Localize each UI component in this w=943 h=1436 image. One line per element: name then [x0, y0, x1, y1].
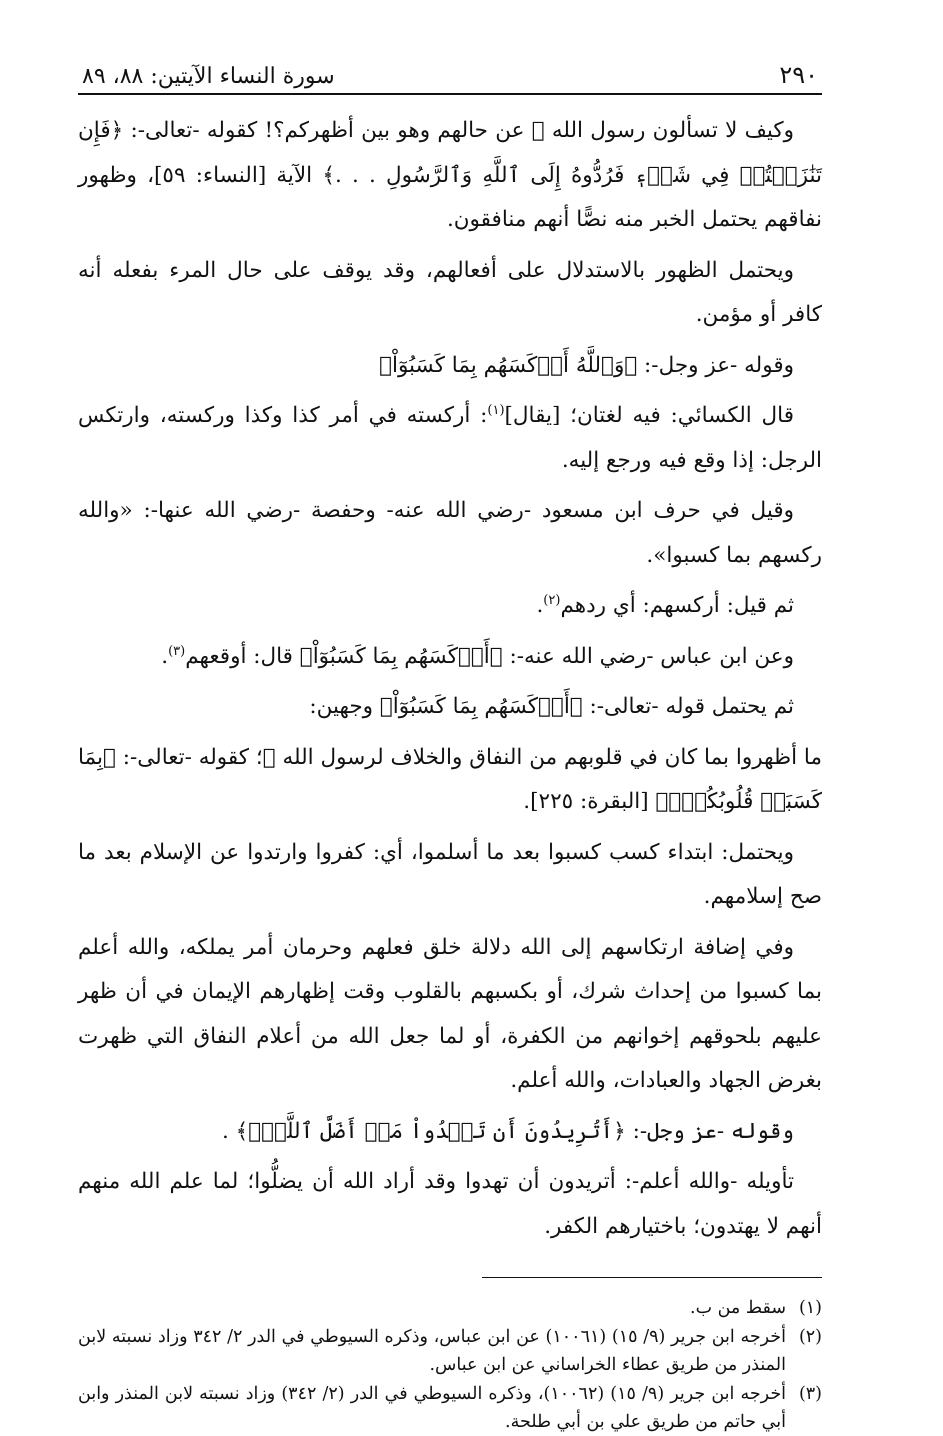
- paragraph: وقوله -عز وجل-: ﴿أَتُرِيدُونَ أَن تَهۡدُواْ مَنۡ أَضَلَّ ٱللَّهُۖ﴾ .: [221, 1118, 794, 1144]
- footnote-number: (١): [798, 1298, 822, 1318]
- paragraph-text: : أركسته في أمر كذا وكذا وركسته، وارتكس الرجل: إذا وقع فيه ورجع إليه.: [78, 403, 822, 473]
- footnote-marker: (١): [487, 402, 505, 418]
- paragraph: ويحتمل: ابتداء كسب كسبوا بعد ما أسلموا، أي: كفروا وارتدوا عن الإسلام بعد ما صح إسلامهم.: [78, 839, 822, 909]
- footnote-number: (٣): [798, 1384, 822, 1404]
- paragraph: ما أظهروا بما كان في قلوبهم من النفاق والخلاف لرسول الله ﷺ؛ كقوله -تعالى-: ﴿بِمَا كَسَبَتۡ قُلُوبُكُمۡۗ﴾ [البقرة: ٢٢٥].: [78, 744, 822, 814]
- paragraph-text: قال الكسائي: فيه لغتان؛ [يقال]: [504, 403, 794, 428]
- paragraph: ويحتمل الظهور بالاستدلال على أفعالهم، وقد يوقف على حال المرء بفعله أنه كافر أو مؤمن.: [78, 257, 822, 327]
- footnote-number: (٢): [798, 1327, 822, 1347]
- footnote-text: أخرجه ابن جرير (٩/ ١٥) (١٠٠٦١) عن ابن عباس، وذكره السيوطي في الدر ٢/ ٣٤٢ وزاد نسبته لابن المنذر من طريق عطاء الخراساني عن ابن عباس.: [78, 1327, 786, 1375]
- paragraph: وقوله -عز وجل-: ﴿وَٱللَّهُ أَرۡكَسَهُم بِمَا كَسَبُوٓاْ﴾: [379, 352, 794, 378]
- book-page: [78, 55, 822, 1432]
- paragraph-text: .: [161, 643, 169, 669]
- paragraph-text: ثم قيل: أركسهم: أي ردهم: [560, 593, 794, 618]
- paragraph: ثم يحتمل قوله -تعالى-: ﴿أَرۡكَسَهُم بِمَا كَسَبُوٓاْ﴾ وجهين:: [309, 694, 794, 719]
- paragraph: وكيف لا تسألون رسول الله ﷺ عن حالهم وهو بين أظهركم؟! كقوله -تعالى-: ﴿فَإِن تَنَٰزَعۡتُمۡ فِي شَيۡءٖ فَرُدُّوهُ إِلَى ٱللَّهِ وَٱلرَّسُولِ . . .﴾ الآية [النساء: ٥٩]، وظهور نفاقهم يحتمل الخبر منه نصًّا أنهم منافقون.: [78, 118, 822, 232]
- paragraph-text: وعن ابن عباس -رضي الله عنه-: ﴿أَرۡكَسَهُم بِمَا كَسَبُوٓاْ﴾ قال: أوقعهم: [185, 643, 794, 669]
- paragraph: وقيل في حرف ابن مسعود -رضي الله عنه- وحفصة -رضي الله عنها-: «والله ركسهم بما كسبوا».: [78, 498, 822, 568]
- page-header: [78, 55, 822, 95]
- paragraph: [78, 584, 822, 629]
- footnotes: [78, 1294, 822, 1436]
- footnote-text: سقط من ب.: [690, 1298, 786, 1318]
- paragraph: تأويله -والله أعلم-: أتريدون أن تهدوا وقد أراد الله أن يضلُّوا؛ لما علم الله منهم أنهم لا يهتدون؛ باختيارهم الكفر.: [78, 1169, 822, 1239]
- paragraph: وفي إضافة ارتكاسهم إلى الله دلالة خلق فعلهم وحرمان أمر يملكه، والله أعلم بما كسبوا من إحداث شرك، أو بكسبهم بالقلوب وقت إظهارهم الإيمان في أن ظهر عليهم بلحوقهم إخوانهم من الكفرة، أو لما جعل الله من أعلام النفاق التي ظهرت بغرض الجهاد والعبادات، والله أعلم.: [78, 934, 822, 1093]
- page-number: ٢٩٠: [779, 61, 818, 89]
- footnote-marker: (٣): [168, 643, 186, 659]
- paragraph: [78, 635, 822, 680]
- running-head: سورة النساء الآيتين: ٨٨، ٨٩: [82, 64, 335, 89]
- main-text: [78, 109, 822, 1249]
- footnote-text: أخرجه ابن جرير (٩/ ١٥) (١٠٠٦٢)، وذكره السيوطي في الدر (٢/ ٣٤٢) وزاد نسبته لابن المنذر وابن أبي حاتم من طريق علي بن أبي طلحة.: [78, 1384, 787, 1432]
- paragraph-text: .: [536, 593, 544, 618]
- footnote-marker: (٢): [543, 592, 561, 608]
- footnote-divider: [482, 1277, 822, 1278]
- footnote: [78, 1380, 822, 1436]
- footnote: [78, 1294, 822, 1322]
- footnote: [78, 1323, 822, 1379]
- paragraph: [78, 394, 822, 483]
